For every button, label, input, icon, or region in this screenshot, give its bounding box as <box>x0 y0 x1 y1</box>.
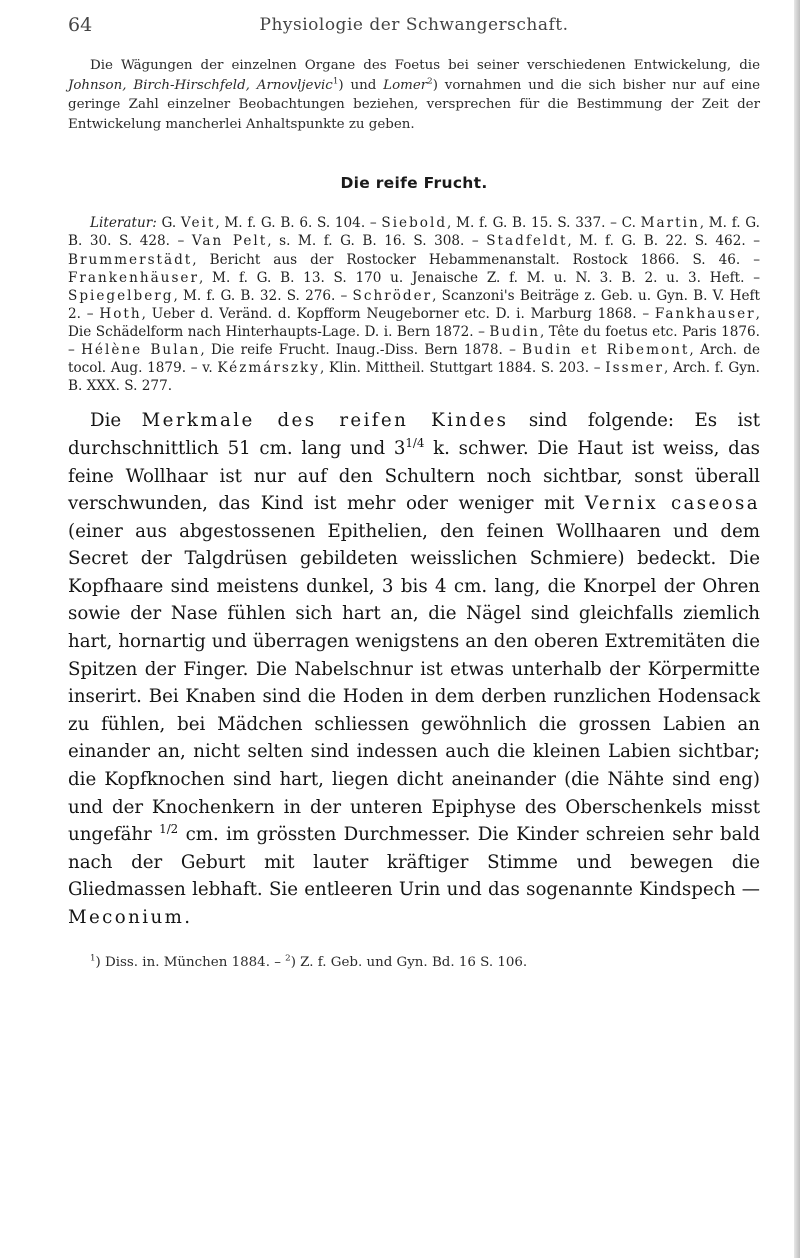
body-text: Die <box>90 410 142 432</box>
footnote-ref-1: 1 <box>332 76 339 87</box>
running-head <box>68 14 760 44</box>
body-text: . <box>184 907 191 928</box>
ref-text: , Arch. de tocol. Aug. 1879. – v. <box>68 342 760 377</box>
ref-author: Issmer <box>605 360 665 377</box>
footnote-marker-1: 1 <box>90 953 96 964</box>
intro-text: Die Wägungen der einzelnen Organe des Foetus bei seiner verschiedenen Entwickelung, die <box>90 58 760 73</box>
ref-text: , Die Schädelform nach Hinterhaupts-Lage. D. i. Bern 1872. – <box>68 305 760 340</box>
ref-author: Spiegelberg <box>68 287 174 304</box>
ref-author: Siebold <box>381 215 448 232</box>
page-number: 64 <box>68 14 93 36</box>
page-edge-shadow <box>794 0 800 1258</box>
ref-author: Van Pelt <box>191 233 268 250</box>
main-paragraph <box>68 407 760 931</box>
ref-text: , M. f. G. B. 6. S. 104. – <box>215 215 382 232</box>
ref-text: , Ueber d. Veränd. d. Kopfform Neugeborner etc. D. i. Marburg 1868. – <box>141 305 655 322</box>
ref-author: Schröder <box>352 287 433 304</box>
body-text: k. schwer. Die Haut ist weiss, das feine Wollhaar ist nur auf den Schultern noch sichtbar, sonst überall verschwunden, das Kind ist mehr oder weniger mit <box>68 437 760 515</box>
emphasis-text: Vernix caseosa <box>584 493 761 515</box>
emphasis-text: Merkmale des reifen Kindes <box>141 410 509 432</box>
ref-text: , Tête du foetus etc. Paris 1876. – <box>68 323 760 359</box>
running-title: Physiologie der Schwangerschaft. <box>259 15 569 35</box>
intro-text: ) und <box>338 77 384 93</box>
ref-author: Hoth <box>99 305 142 322</box>
body-text: (einer aus abgestossenen Epithelien, den feinen Wollhaaren und dem Secret der Talgdrüsen gebildeten weisslichen Schmiere) bedeckt. Die Kopfhaare sind meistens dunkel, 3 bis 4 cm. lang, die Knorpel der Ohren sowie der Nase fühlen sich hart an, die Nägel sind gleichfalls ziemlich hart, hornartig und überragen wenigstens an den oberen Extremitäten die Spitzen der Finger. Die Nabelschnur ist etwas unterhalb der Körpermitte inserirt. Bei Knaben sind die Hoden in dem derben runzlichen Hodensack zu fühlen, bei Mädchen schliessen gewöhnlich die grossen Labien an einander an, nicht selten sind indessen auch die kleinen Labien sichtbar; die Kopfknochen sind hart, liegen dicht aneinander (die Nähte sind eng) und der Knochenkern in der unteren Epiphyse des Oberschenkels misst ungefähr <box>68 520 760 846</box>
ref-text: , M. f. G. B. 15. S. 337. – C. <box>447 215 641 232</box>
footnote-2: ) Z. f. Geb. und Gyn. Bd. 16 S. 106. <box>290 954 528 970</box>
ref-text: , M. f. G. B. 22. S. 462. – <box>567 233 761 250</box>
fraction-half: 1/2 <box>159 822 179 837</box>
intro-text: ) vornahmen und die sich bisher nur auf eine geringe Zahl einzelner Beobachtungen beziehen, versprechen für die Bestimmung der Zeit der Entwickelung mancherlei Anhaltspunkte zu geben. <box>68 77 760 132</box>
intro-authors: Johnson, Birch-Hirschfeld, Arnovljevic <box>68 77 333 93</box>
footnote-ref-2: 2 <box>427 76 433 87</box>
literature-list <box>68 214 760 395</box>
emphasis-text: Meconium <box>68 907 185 928</box>
fraction-quarter: 1/4 <box>405 435 425 450</box>
ref-author: Fankhauser <box>654 305 756 322</box>
section-heading: Die reife Frucht. <box>340 174 488 193</box>
ref-author: Hélène Bulan <box>81 342 201 359</box>
ref-author: Brummerstädt <box>68 251 193 268</box>
intro-author: Lomer <box>383 77 428 93</box>
ref-text: , s. M. f. G. B. 16. S. 308. – <box>267 233 487 250</box>
ref-author: Martin <box>640 215 700 232</box>
ref-author: Budin et Ribemont <box>522 342 690 359</box>
ref-author: Budin <box>489 323 540 340</box>
footnote-marker-2: 2 <box>285 953 291 964</box>
body-text: sind folgende: Es ist durchschnittlich 51 cm. lang und 3 <box>68 410 761 459</box>
ref-text: , Arch. f. Gyn. B. XXX. S. 277. <box>68 360 760 395</box>
body-text: cm. im grössten Durchmesser. Die Kinder schreien sehr bald nach der Geburt mit lauter kräftiger Stimme und bewegen die Gliedmassen lebhaft. Sie entleeren Urin und das sogenannte Kindspech — <box>68 824 760 901</box>
ref-author: Veit <box>180 215 216 232</box>
footnote-1: ) Diss. in. München 1884. – <box>95 954 286 970</box>
ref-author: Stadfeldt <box>486 233 568 250</box>
ref-text: , M. f. G. B. 13. S. 170 u. Jenaische Z. f. M. u. N. 3. B. 2. u. 3. Heft. – <box>198 269 760 286</box>
ref-text: , Scanzoni's Beiträge z. Geb. u. Gyn. B. V. Heft 2. – <box>68 287 761 322</box>
ref-text: G. <box>156 215 181 232</box>
intro-paragraph <box>68 56 760 134</box>
footnotes <box>68 954 760 972</box>
ref-author: Frankenhäuser <box>68 269 199 286</box>
ref-text: , M. f. G. B. 32. S. 276. – <box>173 287 353 304</box>
ref-text: , Die reife Frucht. Inaug.-Diss. Bern 1878. – <box>200 342 523 359</box>
ref-author: Kézmárszky <box>217 360 320 377</box>
ref-text: , Bericht aus der Rostocker Hebammenanstalt. Rostock 1866. S. 46. – <box>192 251 760 268</box>
ref-text: , Klin. Mittheil. Stuttgart 1884. S. 203. – <box>319 360 606 377</box>
ref-text: , M. f. G. B. 30. S. 428. – <box>68 215 760 250</box>
literature-label: Literatur: <box>90 215 157 232</box>
